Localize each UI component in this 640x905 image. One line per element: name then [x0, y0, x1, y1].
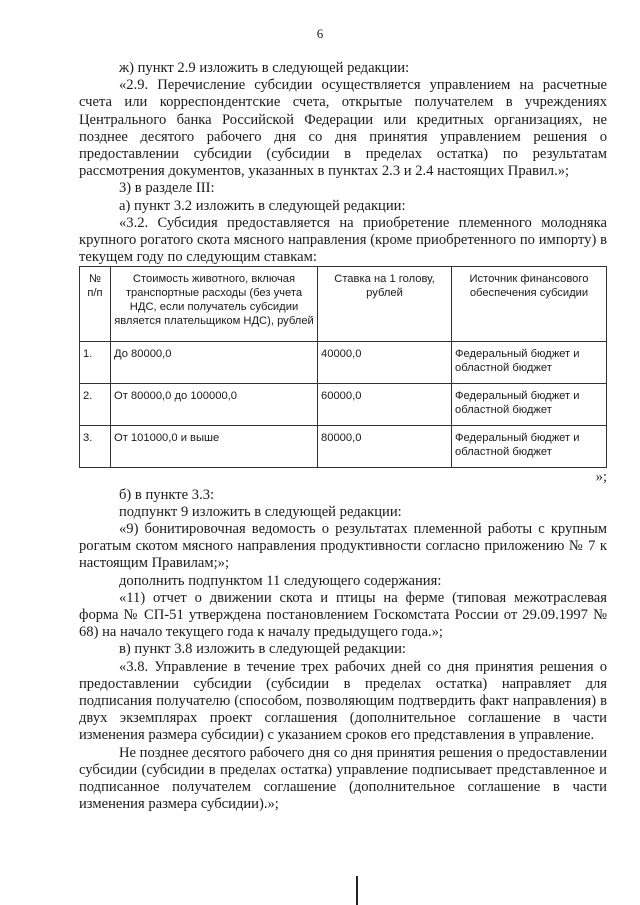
table-header-row [80, 267, 607, 342]
cell-rate: 80000,0 [318, 426, 452, 468]
table-row [80, 342, 607, 384]
cell-rate: 40000,0 [318, 342, 452, 384]
header-rate: Ставка на 1 голову, рублей [318, 267, 452, 342]
cell-cost: От 80000,0 до 100000,0 [111, 384, 318, 426]
table-closing-quote: »; [595, 469, 607, 486]
page-number: 6 [316, 26, 324, 41]
document-body [79, 60, 607, 814]
cell-source: Федеральный бюджет и областной бюджет [452, 426, 607, 468]
cell-rate: 60000,0 [318, 384, 452, 426]
paragraph-b: б) в пункте 3.3: [119, 486, 215, 503]
cell-source: Федеральный бюджет и областной бюджет [452, 384, 607, 426]
header-source: Источник финансового обеспечения субсидии [452, 267, 607, 342]
binding-mark [356, 876, 358, 905]
paragraph-sub-11: «11) отчет о движении скота и птицы на ферме (типовая межотраслевая форма № СП-51 утверждена постановлением Госкомстата России от 29.09.1997 № 68) на начало текущего года к началу предыдущего года.»; [79, 589, 607, 641]
cell-cost: До 80000,0 [111, 342, 318, 384]
paragraph-sub-9-intro: подпункт 9 изложить в следующей редакции: [119, 503, 402, 520]
paragraph-3-8: «3.8. Управление в течение трех рабочих дней со дня принятия решения о предоставлении субсидии (субсидии в пределах остатка) направляет для подписания получателю (способом, позволяющим подтвердить факт направления) в двух экземплярах проект соглашения (дополнительное соглашение в части изменения размера субсидии) с указанием сроков его представления в управление. [79, 658, 607, 744]
paragraph-zh: ж) пункт 2.9 изложить в следующей редакции: [119, 60, 410, 76]
table-row [80, 426, 607, 468]
header-cost: Стоимость животного, включая транспортные расходы (без учета НДС, если получатель субсидии является плательщиком НДС), рублей [111, 267, 318, 342]
cell-num: 1. [80, 342, 111, 384]
cell-num: 2. [80, 384, 111, 426]
cell-cost: От 101000,0 и выше [111, 426, 318, 468]
cell-num: 3. [80, 426, 111, 468]
paragraph-sub-9: «9) бонитировочная ведомость о результатах племенной работы с крупным рогатым скотом мясного направления продуктивности согласно приложению № 7 к настоящим Правилам;»; [79, 521, 607, 572]
header-num: № п/п [80, 267, 111, 342]
paragraph-sub-11-intro: дополнить подпунктом 11 следующего содержания: [119, 572, 442, 589]
paragraph-section-3: 3) в разделе III: [119, 180, 215, 197]
cell-source: Федеральный бюджет и областной бюджет [452, 342, 607, 384]
table-row [80, 384, 607, 426]
rates-table [79, 266, 607, 468]
paragraph-a: а) пункт 3.2 изложить в следующей редакции: [119, 197, 406, 214]
paragraph-3-8-cont: Не позднее десятого рабочего дня со дня принятия решения о предоставлении субсидии (субсидии в пределах остатка) управление подписывает представленное и подписанное получателем соглашение (дополнительное соглашение в части изменения размера субсидии).»; [79, 744, 608, 813]
paragraph-v: в) пункт 3.8 изложить в следующей редакции: [119, 641, 406, 658]
paragraph-2-9: «2.9. Перечисление субсидии осуществляется управлением на расчетные счета или корреспондентские счета, открытые получателем в учреждениях Центрального банка Российской Федерации или кредитных организациях, не позднее десятого рабочего дня со дня принятия управлением решения о предоставлении субсидии (субсидии в пределах остатка) по результатам рассмотрения документов, указанных в пунктах 2.3 и 2.4 настоящих Правил.»; [79, 77, 607, 180]
paragraph-3-2: «3.2. Субсидия предоставляется на приобретение племенного молодняка крупного рогатого скота мясного направления (кроме приобретенного по импорту) в текущем году по следующим ставкам: [79, 214, 607, 266]
